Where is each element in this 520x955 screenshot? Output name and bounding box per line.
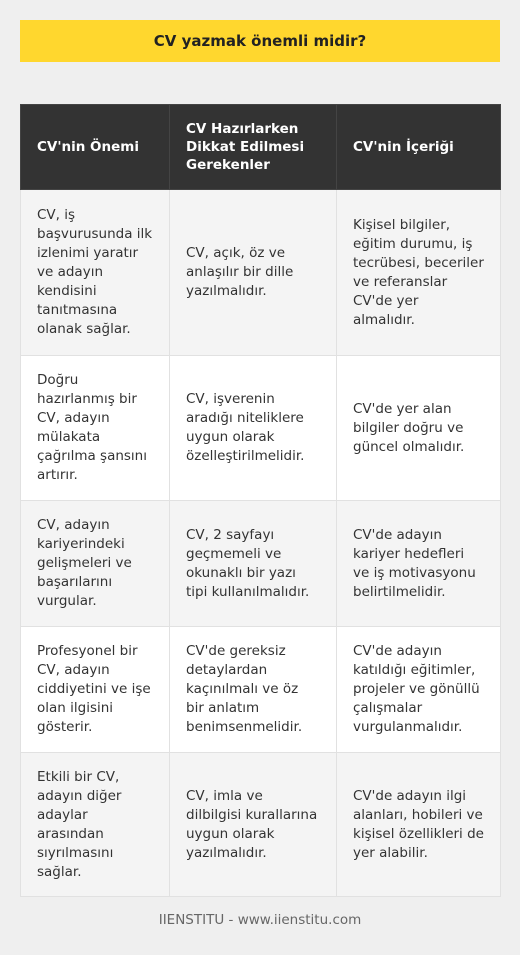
table-row	[21, 501, 501, 627]
table-cell: Kişisel bilgiler, eğitim durumu, iş tecrübesi, beceriler ve referanslar CV'de yer almalıdır.	[337, 190, 501, 356]
table-cell: CV'de gereksiz detaylardan kaçınılmalı ve öz bir anlatım benimsenmelidir.	[170, 627, 337, 753]
table-cell: CV'de yer alan bilgiler doğru ve güncel olmalıdır.	[337, 356, 501, 501]
table-cell: Profesyonel bir CV, adayın ciddiyetini ve işe olan ilgisini gösterir.	[21, 627, 170, 753]
table-cell: Etkili bir CV, adayın diğer adaylar arasından sıyrılmasını sağlar.	[21, 753, 170, 897]
table-cell: CV'de adayın ilgi alanları, hobileri ve kişisel özellikleri de yer alabilir.	[337, 753, 501, 897]
table-header-row	[21, 105, 501, 190]
table-cell: CV'de adayın katıldığı eğitimler, projeler ve gönüllü çalışmalar vurgulanmalıdır.	[337, 627, 501, 753]
page-title: CV yazmak önemli midir?	[20, 20, 500, 62]
cv-table	[20, 104, 501, 897]
table-cell: CV, 2 sayfayı geçmemeli ve okunaklı bir yazı tipi kullanılmalıdır.	[170, 501, 337, 627]
table-row	[21, 627, 501, 753]
table-row	[21, 753, 501, 897]
footer-credit: IIENSTITU - www.iienstitu.com	[158, 912, 362, 928]
table-cell: CV, işverenin aradığı niteliklere uygun olarak özelleştirilmelidir.	[170, 356, 337, 501]
table-cell: CV, adayın kariyerindeki gelişmeleri ve başarılarını vurgular.	[21, 501, 170, 627]
column-header-importance: CV'nin Önemi	[21, 105, 170, 190]
table-row	[21, 190, 501, 356]
table-row	[21, 356, 501, 501]
table-cell: CV'de adayın kariyer hedefleri ve iş motivasyonu belirtilmelidir.	[337, 501, 501, 627]
table-cell: CV, imla ve dilbilgisi kurallarına uygun olarak yazılmalıdır.	[170, 753, 337, 897]
table-cell: CV, iş başvurusunda ilk izlenimi yaratır ve adayın kendisini tanıtmasına olanak sağlar.	[21, 190, 170, 356]
column-header-contents: CV'nin İçeriği	[337, 105, 501, 190]
table-cell: Doğru hazırlanmış bir CV, adayın mülakata çağrılma şansını artırır.	[21, 356, 170, 501]
table-cell: CV, açık, öz ve anlaşılır bir dille yazılmalıdır.	[170, 190, 337, 356]
column-header-considerations: CV Hazırlarken Dikkat Edilmesi Gerekenler	[170, 105, 337, 190]
